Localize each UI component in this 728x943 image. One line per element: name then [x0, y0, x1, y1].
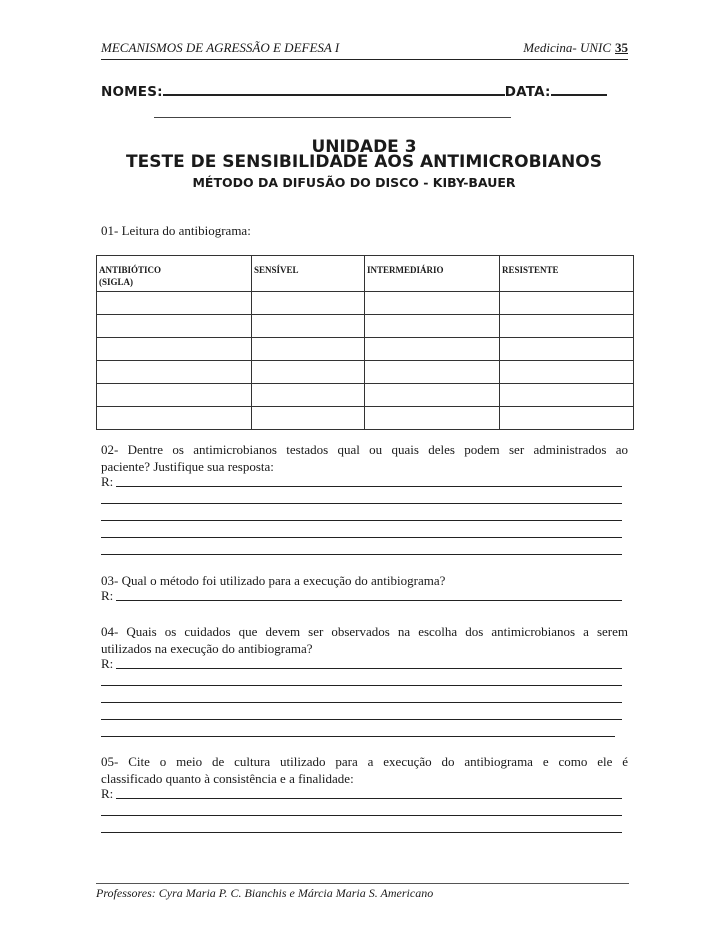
table-row [97, 338, 634, 361]
answer-line-q2-4[interactable] [101, 537, 622, 538]
page-number: 35 [615, 40, 628, 55]
names-field[interactable] [163, 82, 505, 96]
table-cell[interactable] [500, 292, 634, 315]
column-header-intermediate: INTERMEDIÁRIO [365, 256, 500, 292]
table-row [97, 315, 634, 338]
question-5 [101, 753, 628, 787]
answer-line-q5-1[interactable] [116, 798, 622, 799]
table-cell[interactable] [365, 292, 500, 315]
answer-line-q2-3[interactable] [101, 520, 622, 521]
table-cell[interactable] [97, 338, 252, 361]
table-cell[interactable] [365, 315, 500, 338]
course-title: MECANISMOS DE AGRESSÃO E DEFESA I [101, 40, 340, 55]
answer-label-q3: R: [101, 588, 114, 603]
method-subtitle: MÉTODO DA DIFUSÃO DO DISCO - KIBY-BAUER [192, 175, 516, 190]
column-header-antibiotic-line2: (SIGLA) [99, 277, 134, 287]
answer-label-q4: R: [101, 656, 114, 671]
unit-title: UNIDADE 3 [311, 137, 417, 157]
question-2-line-1: 02- Dentre os antimicrobianos testados qual ou quais deles podem ser administrados ao [101, 442, 628, 457]
column-header-antibiotic-line1: ANTIBIÓTICO [99, 265, 162, 275]
footer-professors: Professores: Cyra Maria P. C. Bianchis e Márcia Maria S. Americano [96, 886, 434, 900]
footer-rule [96, 883, 629, 884]
table-cell[interactable] [97, 384, 252, 407]
answer-line-q2-5[interactable] [101, 554, 622, 555]
answer-line-q2-1[interactable] [116, 486, 622, 487]
table-cell[interactable] [365, 384, 500, 407]
answer-line-q5-2[interactable] [101, 815, 622, 816]
running-header [101, 39, 628, 60]
answer-line-q5-3[interactable] [101, 832, 622, 833]
answer-label-q2: R: [101, 474, 114, 489]
table-cell[interactable] [252, 384, 365, 407]
table-cell[interactable] [252, 315, 365, 338]
answer-line-q4-2[interactable] [101, 685, 622, 686]
table-header-row [97, 256, 634, 292]
table-row [97, 361, 634, 384]
date-label: DATA: [504, 84, 551, 100]
table-row [97, 384, 634, 407]
names-date-line [101, 82, 607, 101]
table-cell[interactable] [97, 315, 252, 338]
table-cell[interactable] [500, 338, 634, 361]
question-2-line-2: paciente? Justifique sua resposta: [101, 459, 274, 474]
answer-label-q5: R: [101, 786, 114, 801]
answer-line-q4-5[interactable] [101, 736, 615, 737]
table-row [97, 292, 634, 315]
table-cell[interactable] [500, 407, 634, 430]
answer-line-q4-4[interactable] [101, 719, 622, 720]
question-2 [101, 441, 628, 475]
table-cell[interactable] [500, 361, 634, 384]
table-cell[interactable] [252, 361, 365, 384]
answer-line-q4-3[interactable] [101, 702, 622, 703]
question-3: 03- Qual o método foi utilizado para a execução do antibiograma? [101, 573, 446, 588]
question-5-line-2: classificado quanto à consistência e a finalidade: [101, 771, 354, 786]
names-field-line-2[interactable] [154, 117, 511, 118]
answer-line-q4-1[interactable] [116, 668, 622, 669]
answer-line-q2-2[interactable] [101, 503, 622, 504]
column-header-resistant: RESISTENTE [500, 256, 634, 292]
main-title: TESTE DE SENSIBILIDADE AOS ANTIMICROBIANOS [126, 152, 602, 172]
column-header-sensitive: SENSÍVEL [252, 256, 365, 292]
table-row [97, 407, 634, 430]
table-cell[interactable] [97, 361, 252, 384]
table-cell[interactable] [500, 315, 634, 338]
program-name: Medicina- UNIC [523, 40, 611, 55]
table-cell[interactable] [252, 292, 365, 315]
table-cell[interactable] [97, 407, 252, 430]
question-1: 01- Leitura do antibiograma: [101, 223, 251, 238]
question-4-line-2: utilizados na execução do antibiograma? [101, 641, 313, 656]
table-cell[interactable] [252, 407, 365, 430]
table-cell[interactable] [252, 338, 365, 361]
table-cell[interactable] [365, 338, 500, 361]
antibiogram-table [96, 255, 634, 430]
question-4 [101, 623, 628, 657]
question-4-line-1: 04- Quais os cuidados que devem ser observados na escolha dos antimicrobianos a serem [101, 624, 628, 639]
column-header-antibiotic [97, 256, 252, 292]
program-and-page [523, 39, 628, 57]
names-label: NOMES: [101, 84, 163, 100]
table-cell[interactable] [500, 384, 634, 407]
table-cell[interactable] [365, 361, 500, 384]
table-cell[interactable] [97, 292, 252, 315]
question-5-line-1: 05- Cite o meio de cultura utilizado para a execução do antibiograma e como ele é [101, 754, 628, 769]
date-field[interactable] [551, 82, 607, 96]
table-cell[interactable] [365, 407, 500, 430]
answer-line-q3-1[interactable] [116, 600, 622, 601]
